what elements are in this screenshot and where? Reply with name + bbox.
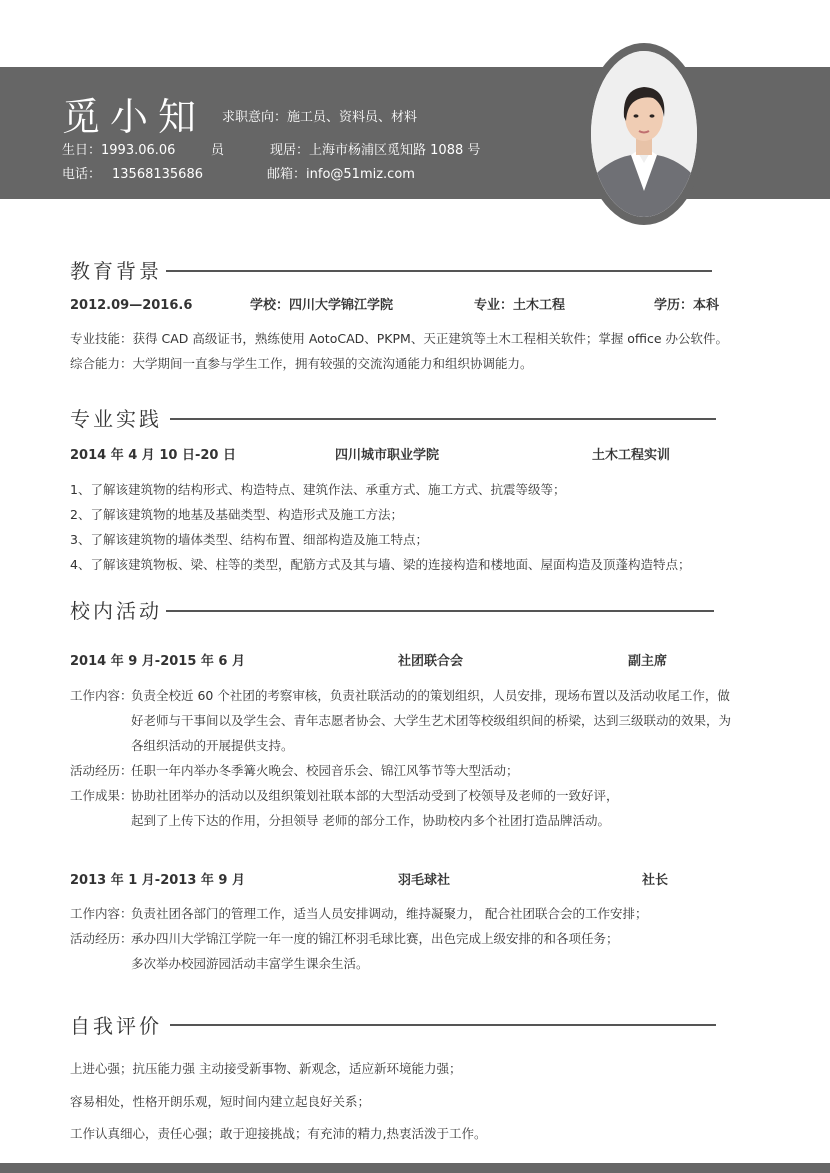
self-eval-line: 容易相处，性格开朗乐观，短时间内建立起良好关系；: [70, 1094, 371, 1109]
email: [267, 168, 415, 181]
campus-entry2-exp-line: 承办四川大学锦江学院一年一度的锦江杯羽毛球比赛，出色完成上级安排的和各项任务；: [131, 931, 619, 946]
profile-photo: [591, 51, 697, 217]
email-value: info@51miz.com: [306, 167, 415, 182]
campus-entry1-exp-label: 活动经历：: [70, 763, 133, 778]
education-school: 学校：四川大学锦江学院: [250, 298, 394, 313]
campus-entry1-exp-value: 任职一年内举办冬季篝火晚会、校园音乐会、锦江风筝节等大型活动；: [131, 763, 519, 778]
campus-entry2-exp-label: 活动经历：: [70, 931, 133, 946]
campus-entry2-role: 社长: [642, 873, 669, 888]
practice-org: 四川城市职业学院: [335, 448, 440, 463]
job-intent-wrap: 员: [211, 143, 225, 158]
campus-entry1-content-line: 负责全校近 60 个社团的考察审核，负责社联活动的的策划组织，人员安排，现场布置以及活动收尾工作，做: [131, 688, 730, 703]
campus-entry2-org: 羽毛球社: [398, 873, 451, 888]
campus-entry1-period: 2014 年 9 月-2015 年 6 月: [70, 654, 246, 669]
section-title-self: 自我评价: [70, 1014, 162, 1038]
footer-band: [0, 1163, 830, 1173]
campus-entry1-content-line: 各组织活动的开展提供支持。: [131, 738, 294, 753]
practice-item: 3、了解该建筑物的墙体类型、结构布置、细部构造及施工特点；: [70, 532, 428, 547]
campus-entry1-role: 副主席: [628, 654, 668, 669]
campus-entry2-content-value: 负责社团各部门的管理工作，适当人员安排调动，维持凝聚力， 配合社团联合会的工作安排；: [131, 906, 648, 921]
campus-entry2-content-label: 工作内容：: [70, 906, 133, 921]
campus-entry2-period: 2013 年 1 月-2013 年 9 月: [70, 873, 246, 888]
section-divider: [166, 270, 712, 272]
job-intent-value: 施工员、资料员、材料: [287, 110, 418, 125]
job-intent-label: 求职意向：: [222, 110, 288, 125]
email-label: 邮箱：: [267, 167, 307, 182]
phone-label: 电话：: [62, 167, 102, 182]
campus-entry2-exp-line: 多次举办校园游园活动丰富学生课余生活。: [131, 956, 369, 971]
section-divider: [170, 1024, 716, 1026]
birth-value: 1993.06.06: [101, 143, 176, 158]
section-divider: [170, 418, 716, 420]
campus-entry1-result-label: 工作成果：: [70, 788, 133, 803]
self-eval-line: 上进心强；抗压能力强 主动接受新事物、新观念，适应新环境能力强；: [70, 1061, 462, 1076]
section-title-campus: 校内活动: [70, 599, 162, 623]
education-major: 专业：土木工程: [474, 298, 566, 313]
section-title-education: 教育背景: [70, 259, 162, 283]
section-title-practice: 专业实践: [70, 407, 162, 431]
practice-period: 2014 年 4 月 10 日-20 日: [70, 448, 236, 463]
campus-entry1-result-line: 起到了上传下达的作用，分担领导 老师的部分工作，协助校内多个社团打造品牌活动。: [131, 813, 610, 828]
education-ability: 综合能力：大学期间一直参与学生工作，拥有较强的交流沟通能力和组织协调能力。: [70, 356, 533, 371]
campus-entry1-org: 社团联合会: [398, 654, 464, 669]
practice-role: 土木工程实训: [592, 448, 671, 463]
campus-entry1-content-label: 工作内容：: [70, 688, 133, 703]
job-intent: [222, 111, 417, 124]
candidate-name: 觅小知: [62, 95, 207, 139]
education-skills: 专业技能：获得 CAD 高级证书，熟练使用 AotoCAD、PKPM、天正建筑等土木工程相关软件；掌握 office 办公软件。: [70, 331, 729, 346]
residence-label: 现居：: [270, 143, 310, 158]
residence-value: 上海市杨浦区觅知路 1088 号: [309, 143, 481, 158]
residence: [270, 144, 480, 157]
phone-value: 13568135686: [112, 167, 203, 182]
portrait-illustration: [591, 51, 697, 217]
education-period: 2012.09—2016.6: [70, 298, 193, 313]
self-eval-line: 工作认真细心，责任心强；敢于迎接挑战；有充沛的精力,热衷活泼于工作。: [70, 1126, 487, 1141]
education-degree: 学历：本科: [654, 298, 720, 313]
practice-item: 1、了解该建筑物的结构形式、构造特点、建筑作法、承重方式、施工方式、抗震等级等；: [70, 482, 566, 497]
campus-entry1-result-line: 协助社团举办的活动以及组织策划社联本部的大型活动受到了校领导及老师的一致好评，: [131, 788, 619, 803]
section-divider: [166, 610, 714, 612]
birth-label: 生日：: [62, 143, 102, 158]
campus-entry1-content-line: 好老师与干事间以及学生会、青年志愿者协会、大学生艺术团等校级组织间的桥梁，达到三级联动的效果，为: [131, 713, 732, 728]
birth: [62, 144, 175, 157]
practice-item: 4、了解该建筑物板、梁、柱等的类型，配筋方式及其与墙、梁的连接构造和楼地面、屋面构造及顶蓬构造特点；: [70, 557, 691, 572]
practice-item: 2、了解该建筑物的地基及基础类型、构造形式及施工方法；: [70, 507, 403, 522]
